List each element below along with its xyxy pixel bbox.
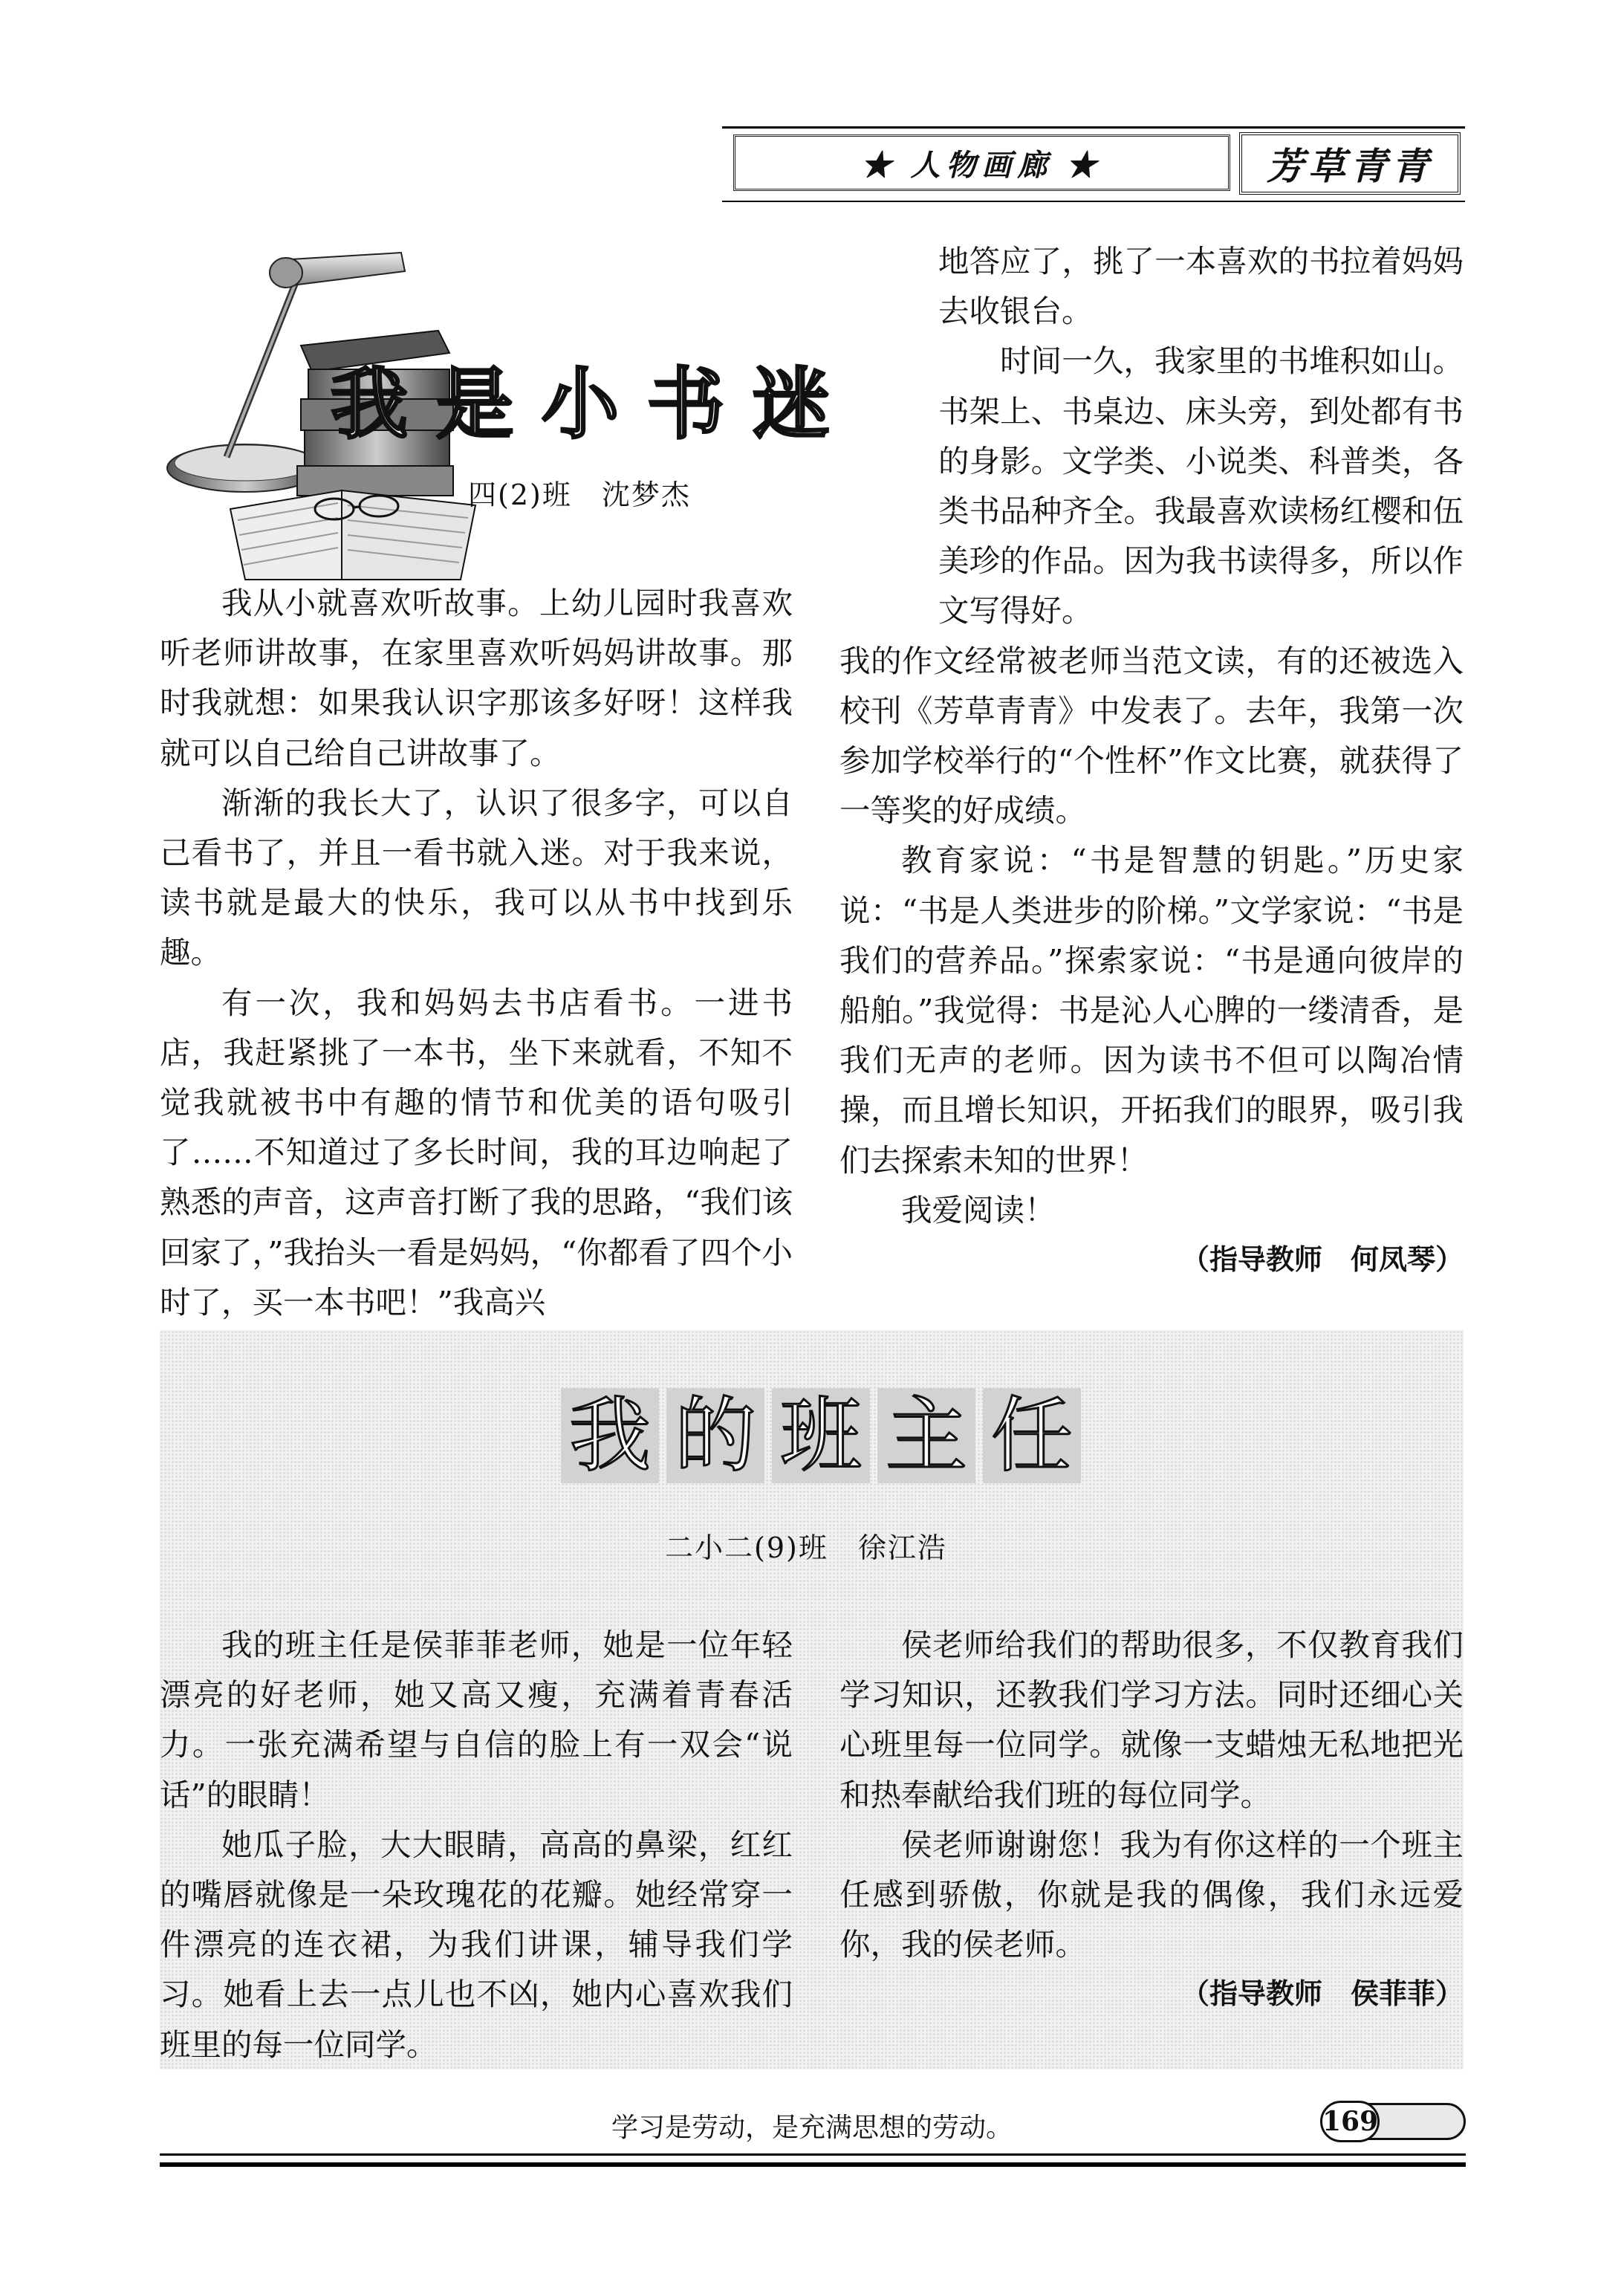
teacher-credit: （指导教师 何凤琴） (1180, 1243, 1464, 1277)
footer-quote: 学习是劳动，是充满思想的劳动。 (611, 2113, 1013, 2143)
paragraph: 她瓜子脸，大大眼睛，高高的鼻梁，红红的嘴唇就像是一朵玫瑰花的花瓣。她经常穿一件漂亮的连衣裙，为我们讲课，辅导我们学习。她看上去一点儿也不凶，她内心喜欢我们班里的每一位同学。 (160, 1826, 793, 2063)
article-2-right-column (839, 1620, 1464, 2020)
paragraph: 教育家说：“书是智慧的钥匙。”历史家说：“书是人类进步的阶梯。”文学家说：“书是我们的营养品。”探索家说：“书是通向彼岸的船舶。”我觉得：书是沁人心脾的一缕清香，是我们无声的老师。因为读书不但可以陶冶情操，而且增长知识，开拓我们的眼界，吸引我们去探索未知的世界！ (839, 842, 1464, 1179)
paragraph: 侯老师给我们的帮助很多，不仅教育我们学习知识，还教我们学习方法。同时还细心关心班里每一位同学。就像一支蜡烛无私地把光和热奉献给我们班的每位同学。 (839, 1627, 1464, 1813)
paragraph: 我的班主任是侯菲菲老师，她是一位年轻漂亮的好老师，她又高又瘦，充满着青春活力。一张充满希望与自信的脸上有一双会“说话”的眼睛！ (160, 1627, 793, 1813)
header-rule-top (722, 126, 1465, 129)
title-char: 我 (561, 1388, 659, 1483)
paragraph: 有一次，我和妈妈去书店看书。一进书店，我赶紧挑了一本书，坐下来就看，不知不觉我就被书中有趣的情节和优美的语句吸引了……不知道过了多长时间，我的耳边响起了熟悉的声音，这声音打断了我的思路，“我们该回家了，”我抬头一看是妈妈，“你都看了四个小时了，买一本书吧！”我高兴 (160, 984, 793, 1320)
magazine-name: 芳草青青 (1239, 132, 1461, 195)
page-number: 169 (1320, 2101, 1380, 2142)
article-1-right-column (839, 236, 1464, 1285)
footer-rule-thin (160, 2153, 1466, 2156)
page-number-badge (1321, 2103, 1466, 2140)
paragraph: 渐渐的我长大了，认识了很多字，可以自己看书了，并且一看书就入迷。对于我来说，读书就是最大的快乐，我可以从书中找到乐趣。 (160, 784, 793, 971)
paragraph: 我爱阅读！ (901, 1191, 1056, 1228)
header-rule-bottom (722, 201, 1465, 202)
title-char: 任 (983, 1388, 1081, 1483)
title-char: 的 (666, 1388, 764, 1483)
paragraph: 地答应了，挑了一本喜欢的书拉着妈妈去收银台。 (938, 243, 1464, 330)
paragraph: 侯老师谢谢您！我为有你这样的一个班主任感到骄傲，你就是我的偶像，我们永远爱你，我的侯老师。 (839, 1826, 1464, 1963)
article-1-byline: 四(2)班 沈梦杰 (468, 479, 691, 511)
wrapped-text (938, 236, 1464, 636)
title-char: 班 (772, 1388, 870, 1483)
paragraph: 时间一久，我家里的书堆积如山。书架上、书桌边、床头旁，到处都有书的身影。文学类、小说类、科普类，各类书品种齐全。我最喜欢读杨红樱和伍美珍的作品。因为我书读得多，所以作文写得好。 (938, 343, 1464, 629)
article-2-left-column (160, 1620, 793, 2069)
article-1-left-column (160, 578, 793, 1327)
title-char: 主 (877, 1388, 975, 1483)
paragraph: 我从小就喜欢听故事。上幼儿园时我喜欢听老师讲故事，在家里喜欢听妈妈讲故事。那时我就想：如果我认识字那该多好呀！这样我就可以自己给自己讲故事了。 (160, 585, 793, 771)
section-label: ★ 人物画廊 ★ (733, 134, 1230, 191)
article-2-byline: 二小二(9)班 徐江浩 (665, 1531, 947, 1564)
paragraph: 我的作文经常被老师当范文读，有的还被选入校刊《芳草青青》中发表了。去年，我第一次参加学校举行的“个性杯”作文比赛，就获得了一等奖的好成绩。 (839, 642, 1464, 829)
article-1-title: 我是小书迷 (331, 358, 859, 450)
teacher-credit: （指导教师 侯菲菲） (1180, 1977, 1464, 2011)
article-2-title (561, 1388, 1081, 1483)
footer-rule-thick (160, 2162, 1466, 2167)
